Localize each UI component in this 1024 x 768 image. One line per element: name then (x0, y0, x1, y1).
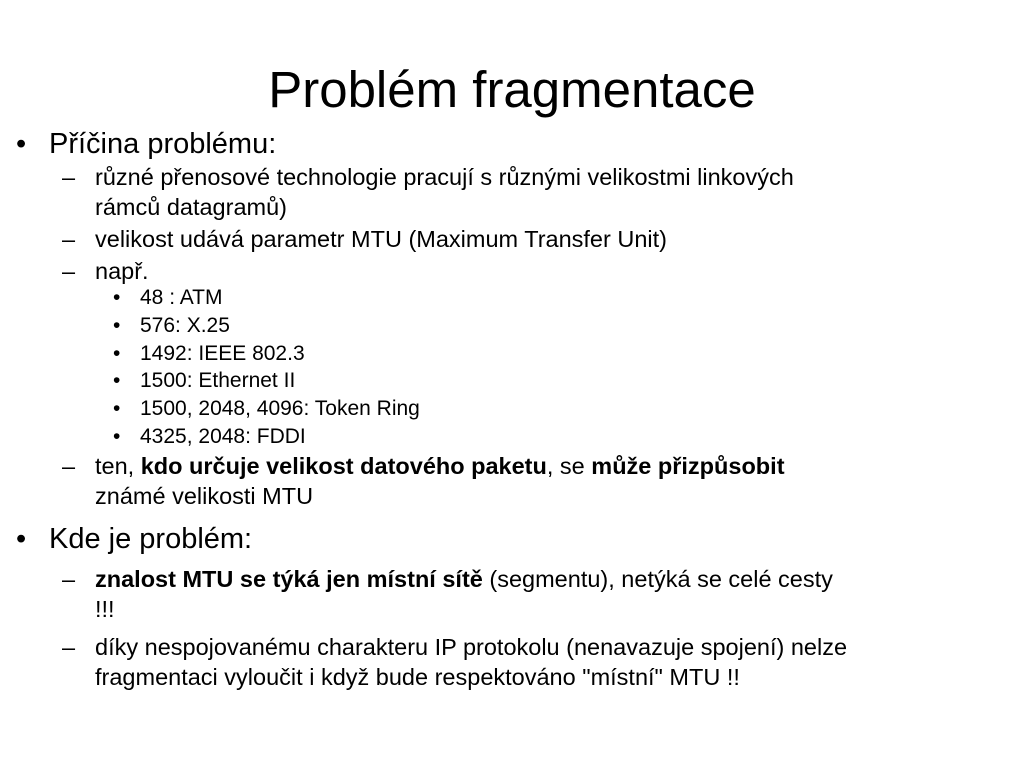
where-item-2-line-1: díky nespojovanému charakteru IP protokolu (nenavazuje spojení) nelze (95, 634, 848, 660)
cause-item-1-line-1: různé přenosové technologie pracují s různými velikostmi linkových (95, 164, 794, 190)
mtu-example: 48 : ATM (140, 286, 223, 309)
slide-title: Problém fragmentace (268, 61, 756, 118)
mtu-example: 1492: IEEE 802.3 (140, 342, 305, 365)
sub-bullet-marker: • (113, 286, 121, 309)
dash-marker: – (62, 226, 76, 252)
bold-text-run: znalost MTU se týká jen místní sítě (95, 566, 483, 592)
where-item-2-line-2: fragmentaci vyloučit i když bude respektováno "místní" MTU !! (95, 664, 740, 690)
sub-bullet-marker: • (113, 342, 121, 365)
cause-item-3: např. (95, 258, 149, 284)
mtu-example: 576: X.25 (140, 314, 230, 337)
mtu-example: 4325, 2048: FDDI (140, 425, 306, 448)
text-run: ten, (95, 453, 141, 479)
text-run: (segmentu), netýká se celé cesty (482, 566, 833, 592)
mtu-example: 1500: Ethernet II (140, 369, 296, 392)
cause-item-4-line-1 (95, 451, 785, 481)
cause-item-2: velikost udává parametr MTU (Maximum Transfer Unit) (95, 226, 667, 252)
dash-marker: – (62, 258, 76, 284)
sub-bullet-marker: • (113, 314, 121, 337)
dash-marker: – (62, 453, 76, 479)
mtu-example: 1500, 2048, 4096: Token Ring (140, 397, 420, 420)
dash-marker: – (62, 634, 76, 660)
cause-item-1-line-2: rámců datagramů) (95, 194, 287, 220)
dash-marker: – (62, 566, 76, 592)
bold-text-run: může přizpůsobit (591, 453, 785, 479)
sub-bullet-marker: • (113, 425, 121, 448)
sub-bullet-marker: • (113, 369, 121, 392)
cause-item-4-line-2: známé velikosti MTU (95, 483, 314, 509)
text-run: , se (546, 453, 592, 479)
bold-text-run: kdo určuje velikost datového paketu (140, 453, 547, 479)
cause-heading: Příčina problému: (49, 128, 277, 160)
bullet-marker: • (16, 523, 27, 555)
sub-bullet-marker: • (113, 397, 121, 420)
dash-marker: – (62, 164, 76, 190)
where-item-1-line-1 (95, 564, 833, 594)
bullet-marker: • (16, 128, 27, 160)
where-item-1-line-2: !!! (95, 596, 115, 622)
where-heading: Kde je problém: (49, 523, 253, 555)
